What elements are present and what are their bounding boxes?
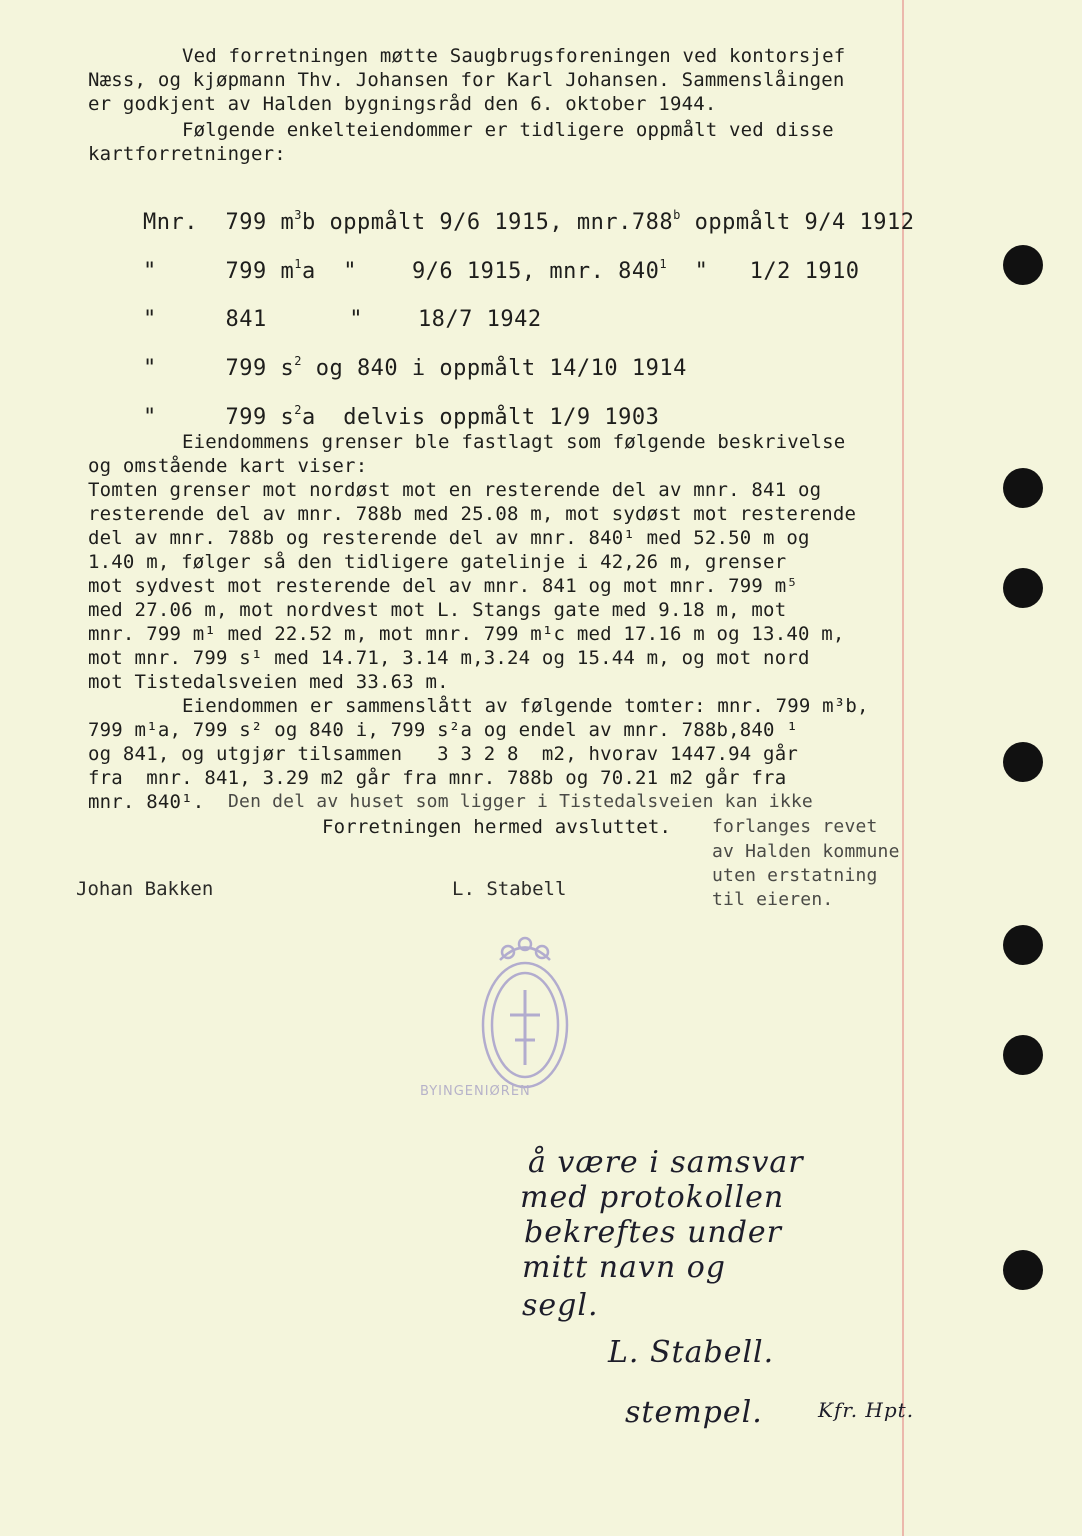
handwritten-initials: Kfr. Hpt. (818, 1398, 915, 1422)
note-line: av Halden kommune (712, 841, 900, 862)
punch-hole-icon (1003, 1035, 1043, 1075)
survey-list-item: Mnr. 799 $m^3b$ oppmålt 9/6 1915, mnr.788$^b$ oppmålt 9/4 1912 (142, 207, 915, 235)
text-line: er godkjent av Halden bygningsråd den 6. oktober 1944. (88, 93, 717, 115)
text-line: 799 m¹a, 799 s² og 840 i, 799 s²a og endel av mnr. 788b,840 ¹ (88, 719, 798, 741)
punch-hole-icon (1003, 742, 1043, 782)
survey-list-item: " 799 $m^1a$ " 9/6 1915, mnr. $840^1$ " 1/2 1910 (142, 256, 860, 284)
handwritten-line: segl. (522, 1288, 599, 1323)
text-line: mnr. 840¹. (88, 791, 205, 813)
note-line: uten erstatning (712, 865, 878, 886)
text-line: Følgende enkelteiendommer er tidligere oppmålt ved disse (182, 119, 834, 141)
text-line: med 27.06 m, mot nordvest mot L. Stangs gate med 9.18 m, mot (88, 599, 787, 621)
survey-list-item: " 799 $s^2$ og 840 i oppmålt 14/10 1914 (142, 353, 687, 381)
handwritten-signature: L. Stabell. (608, 1335, 775, 1370)
note-line: til eieren. (712, 889, 834, 910)
text-line: mot sydvest mot resterende del av mnr. 841 og mot mnr. 799 m⁵ (88, 575, 798, 597)
handwritten-line: bekreftes under (524, 1215, 783, 1250)
stamp-label: BYINGENIØREN (420, 1084, 531, 1099)
text-line: Eiendommen er sammenslått av følgende tomter: mnr. 799 m³b, (182, 695, 869, 717)
text-line: og omstående kart viser: (88, 455, 368, 477)
official-stamp-icon (470, 930, 580, 1100)
signature-johan-bakken: Johan Bakken (76, 878, 214, 900)
punch-hole-icon (1003, 1250, 1043, 1290)
signature-l-stabell: L. Stabell (452, 878, 567, 900)
survey-list-item: " 841 " 18/7 1942 (142, 307, 542, 332)
text-line: del av mnr. 788b og resterende del av mnr. 840¹ med 52.50 m og (88, 527, 810, 549)
punch-hole-icon (1003, 925, 1043, 965)
handwritten-line: mitt navn og (522, 1250, 726, 1285)
text-line: mot mnr. 799 s¹ med 14.71, 3.14 m,3.24 og 15.44 m, og mot nord (88, 647, 810, 669)
text-line: 1.40 m, følger så den tidligere gatelinje i 42,26 m, grenser (88, 551, 787, 573)
handwritten-line: med protokollen (520, 1180, 785, 1215)
text-line: mnr. 799 m¹ med 22.52 m, mot mnr. 799 m¹c med 17.16 m og 13.40 m, (88, 623, 845, 645)
note-line: forlanges revet (712, 816, 878, 837)
text-line: Næss, og kjøpmann Thv. Johansen for Karl Johansen. Sammenslåingen (88, 69, 845, 91)
punch-hole-icon (1003, 245, 1043, 285)
punch-hole-icon (1003, 468, 1043, 508)
text-line: mot Tistedalsveien med 33.63 m. (88, 671, 449, 693)
text-line: resterende del av mnr. 788b med 25.08 m, mot sydøst mot resterende (88, 503, 857, 525)
survey-list-item: " 799 $s^2a$ delvis oppmålt 1/9 1903 (142, 402, 660, 430)
text-line: kartforretninger: (88, 143, 286, 165)
punch-hole-icon (1003, 568, 1043, 608)
closing-line: Forretningen hermed avsluttet. (322, 816, 672, 838)
handwritten-line: å være i samsvar (528, 1145, 804, 1180)
text-line: fra mnr. 841, 3.29 m2 går fra mnr. 788b og 70.21 m2 går fra (88, 767, 787, 789)
handwritten-line: stempel. (625, 1395, 763, 1430)
text-line: Ved forretningen møtte Saugbrugsforeningen ved kontorsjef (182, 45, 846, 67)
text-line: Eiendommens grenser ble fastlagt som følgende beskrivelse (182, 431, 846, 453)
text-line: og 841, og utgjør tilsammen 3 3 2 8 m2, hvorav 1447.94 går (88, 743, 798, 765)
note-inline: Den del av huset som ligger i Tistedalsveien kan ikke (228, 791, 813, 812)
text-line: Tomten grenser mot nordøst mot en resterende del av mnr. 841 og (88, 479, 822, 501)
